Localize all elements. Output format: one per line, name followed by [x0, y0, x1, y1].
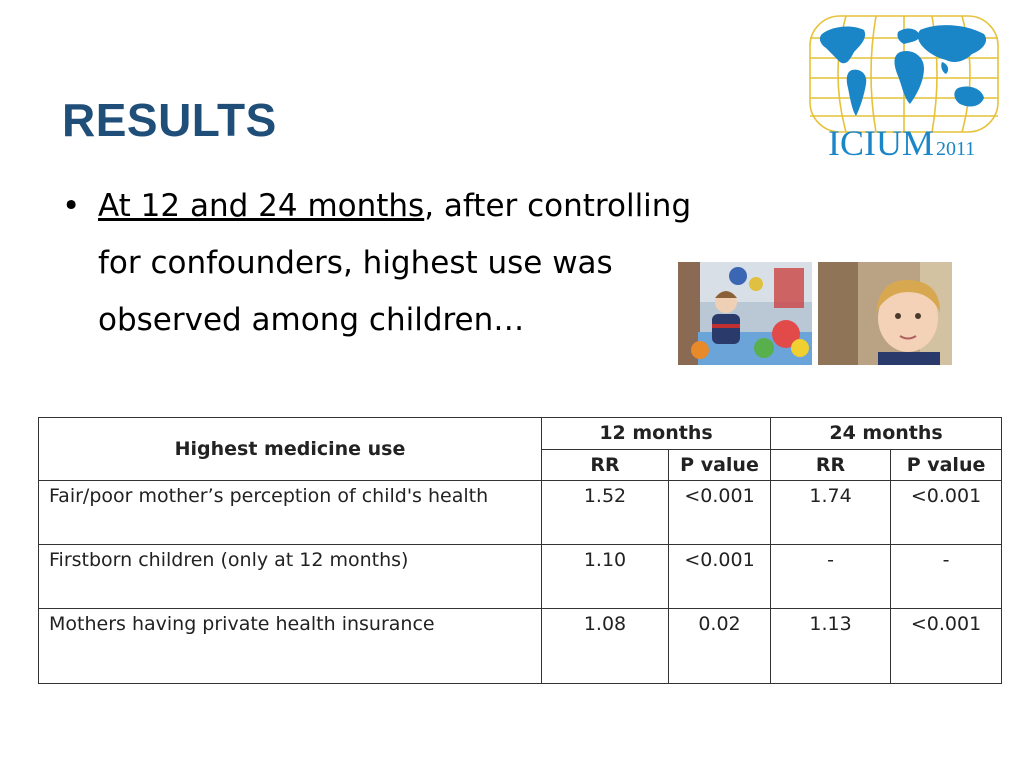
table-row — [39, 545, 1002, 609]
rr-24-cell: 1.74 — [771, 481, 891, 545]
pvalue-12-cell: 0.02 — [669, 609, 771, 684]
slide-title: RESULTS — [62, 94, 277, 146]
table-row — [39, 481, 1002, 545]
row-label: Mothers having private health insurance — [39, 609, 542, 684]
world-map — [820, 25, 986, 116]
pvalue-24-cell: <0.001 — [891, 481, 1002, 545]
row-label-header: Highest medicine use — [39, 418, 542, 481]
rr-24-cell: 1.13 — [771, 609, 891, 684]
child-portrait-photo — [818, 262, 952, 365]
results-table — [38, 417, 1002, 684]
row-label: Fair/poor mother’s perception of child's health — [39, 481, 542, 545]
row-label: Firstborn children (only at 12 months) — [39, 545, 542, 609]
subheader-rr-24: RR — [771, 449, 891, 481]
icium-logo — [806, 12, 1002, 162]
group-header-24-months: 24 months — [771, 418, 1002, 450]
subheader-pvalue-24: P value — [891, 449, 1002, 481]
pvalue-12-cell: <0.001 — [669, 545, 771, 609]
pvalue-12-cell: <0.001 — [669, 481, 771, 545]
bullet-marker: • — [62, 188, 81, 224]
bullet-underlined-phrase: At 12 and 24 months — [98, 188, 425, 224]
bullet-line-1-rest: , after controlling — [424, 188, 692, 224]
rr-12-cell: 1.08 — [542, 609, 669, 684]
bullet-text — [62, 178, 702, 349]
pvalue-24-cell: - — [891, 545, 1002, 609]
group-header-12-months: 12 months — [542, 418, 771, 450]
rr-12-cell: 1.10 — [542, 545, 669, 609]
pvalue-24-cell: <0.001 — [891, 609, 1002, 684]
subheader-rr-12: RR — [542, 449, 669, 481]
bullet-line-2: for confounders, highest use was — [98, 245, 613, 281]
header-row-groups — [39, 418, 1002, 450]
rr-24-cell: - — [771, 545, 891, 609]
subheader-pvalue-12: P value — [669, 449, 771, 481]
bullet-line-1 — [62, 178, 702, 235]
rr-12-cell: 1.52 — [542, 481, 669, 545]
bullet-line-3: observed among children… — [98, 302, 525, 338]
logo-year: 2011 — [936, 138, 976, 160]
logo-text: ICIUM — [828, 123, 934, 162]
table-row — [39, 609, 1002, 684]
child-playing-photo — [678, 262, 812, 365]
